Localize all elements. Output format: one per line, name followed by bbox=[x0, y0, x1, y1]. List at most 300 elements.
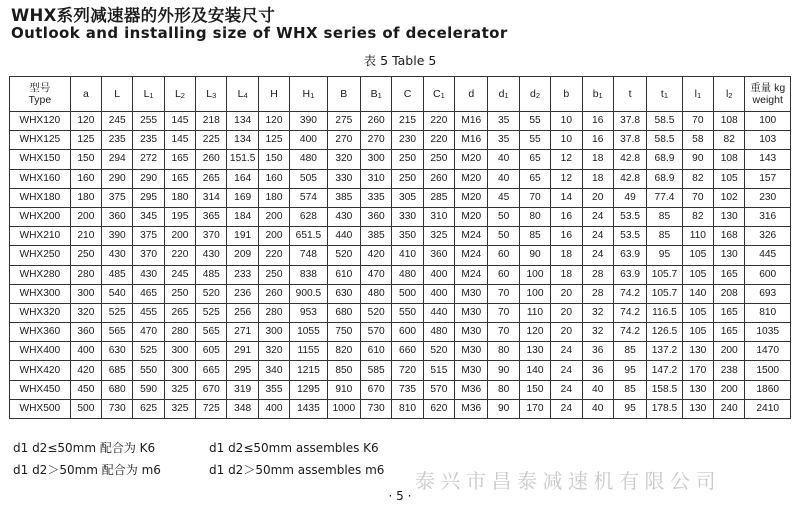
value-cell: 515 bbox=[423, 361, 454, 380]
value-cell: 220 bbox=[258, 246, 289, 265]
value-cell: 410 bbox=[392, 246, 423, 265]
value-cell: 165 bbox=[164, 150, 195, 169]
value-cell: 230 bbox=[392, 131, 423, 150]
value-cell: 215 bbox=[392, 112, 423, 131]
value-cell: 24 bbox=[582, 246, 613, 265]
value-cell: 18 bbox=[582, 169, 613, 188]
value-cell: 565 bbox=[102, 323, 133, 342]
value-cell: 130 bbox=[519, 342, 550, 361]
value-cell: 1000 bbox=[327, 399, 360, 418]
value-cell: 130 bbox=[714, 207, 745, 226]
value-cell: 70 bbox=[488, 323, 519, 342]
value-cell: 330 bbox=[392, 207, 423, 226]
column-header-label: l bbox=[725, 88, 729, 100]
value-cell: 150 bbox=[258, 150, 289, 169]
value-cell: 105 bbox=[714, 169, 745, 188]
value-cell: 520 bbox=[327, 246, 360, 265]
model-cell: WHX160 bbox=[10, 169, 71, 188]
value-cell: 168 bbox=[714, 227, 745, 246]
value-cell: 325 bbox=[164, 380, 195, 399]
value-cell: 255 bbox=[133, 112, 164, 131]
value-cell: 108 bbox=[714, 112, 745, 131]
fit-notes bbox=[13, 437, 433, 481]
note-english: d1 d2＞50mm assembles m6 bbox=[209, 463, 385, 477]
model-cell: WHX420 bbox=[10, 361, 71, 380]
model-cell: WHX250 bbox=[10, 246, 71, 265]
value-cell: 295 bbox=[227, 361, 258, 380]
value-cell: 90 bbox=[682, 150, 713, 169]
value-cell: 326 bbox=[745, 227, 791, 246]
value-cell: 150 bbox=[70, 150, 101, 169]
value-cell: 316 bbox=[745, 207, 791, 226]
value-cell: 810 bbox=[745, 303, 791, 322]
value-cell: 24 bbox=[551, 380, 582, 399]
value-cell: 36 bbox=[582, 342, 613, 361]
value-cell: 400 bbox=[290, 131, 327, 150]
value-cell: 169 bbox=[227, 188, 258, 207]
table-row bbox=[10, 188, 791, 207]
value-cell: 430 bbox=[133, 265, 164, 284]
value-cell: M30 bbox=[455, 361, 488, 380]
value-cell: 2410 bbox=[745, 399, 791, 418]
model-cell: WHX210 bbox=[10, 227, 71, 246]
model-cell: WHX280 bbox=[10, 265, 71, 284]
value-cell: 165 bbox=[714, 265, 745, 284]
value-cell: 320 bbox=[70, 303, 101, 322]
value-cell: 16 bbox=[551, 207, 582, 226]
value-cell: 105 bbox=[682, 323, 713, 342]
value-cell: 103 bbox=[745, 131, 791, 150]
column-header-label: B bbox=[370, 88, 378, 100]
value-cell: 485 bbox=[196, 265, 227, 284]
value-cell: 90 bbox=[488, 361, 519, 380]
value-cell: 320 bbox=[258, 342, 289, 361]
value-cell: M36 bbox=[455, 380, 488, 399]
model-cell: WHX150 bbox=[10, 150, 71, 169]
value-cell: 290 bbox=[102, 169, 133, 188]
value-cell: 158.5 bbox=[647, 380, 682, 399]
value-cell: 147.2 bbox=[647, 361, 682, 380]
value-cell: 125 bbox=[258, 131, 289, 150]
column-header-label: d bbox=[468, 88, 475, 100]
value-cell: 140 bbox=[519, 361, 550, 380]
value-cell: 910 bbox=[327, 380, 360, 399]
value-cell: 20 bbox=[551, 303, 582, 322]
company-name: 泰兴市昌泰减速机有限公司 bbox=[415, 469, 721, 493]
value-cell: 100 bbox=[745, 112, 791, 131]
value-cell: 485 bbox=[102, 265, 133, 284]
page-title-chinese: WHX系列减速器的外形及安装尺寸 bbox=[11, 6, 276, 25]
value-cell: 100 bbox=[519, 265, 550, 284]
value-cell: 200 bbox=[70, 207, 101, 226]
value-cell: 16 bbox=[582, 131, 613, 150]
value-cell: 235 bbox=[133, 131, 164, 150]
value-cell: 85 bbox=[647, 227, 682, 246]
table-row bbox=[10, 150, 791, 169]
value-cell: 520 bbox=[361, 303, 392, 322]
value-cell: 300 bbox=[361, 150, 392, 169]
column-header bbox=[133, 77, 164, 112]
value-cell: 10 bbox=[551, 112, 582, 131]
value-cell: 300 bbox=[258, 323, 289, 342]
value-cell: 20 bbox=[551, 323, 582, 342]
value-cell: 28 bbox=[582, 284, 613, 303]
value-cell: 160 bbox=[258, 169, 289, 188]
value-cell: 1295 bbox=[290, 380, 327, 399]
value-cell: 16 bbox=[551, 227, 582, 246]
value-cell: 220 bbox=[423, 131, 454, 150]
value-cell: 77.4 bbox=[647, 188, 682, 207]
value-cell: 838 bbox=[290, 265, 327, 284]
column-header-english: Type bbox=[28, 94, 52, 106]
value-cell: 165 bbox=[714, 303, 745, 322]
value-cell: 37.8 bbox=[613, 131, 646, 150]
value-cell: 116.5 bbox=[647, 303, 682, 322]
value-cell: 130 bbox=[682, 399, 713, 418]
value-cell: 260 bbox=[423, 169, 454, 188]
value-cell: 370 bbox=[196, 227, 227, 246]
value-cell: 400 bbox=[70, 342, 101, 361]
column-header-label: L bbox=[237, 88, 244, 100]
value-cell: 60 bbox=[488, 246, 519, 265]
value-cell: 320 bbox=[327, 150, 360, 169]
column-header bbox=[613, 77, 646, 112]
value-cell: 184 bbox=[227, 207, 258, 226]
value-cell: 570 bbox=[423, 380, 454, 399]
value-cell: 105.7 bbox=[647, 284, 682, 303]
value-cell: 134 bbox=[227, 131, 258, 150]
column-header-subscript: 1 bbox=[149, 91, 154, 100]
value-cell: 28 bbox=[582, 265, 613, 284]
value-cell: 180 bbox=[164, 188, 195, 207]
value-cell: 238 bbox=[714, 361, 745, 380]
value-cell: 630 bbox=[102, 342, 133, 361]
column-header bbox=[392, 77, 423, 112]
value-cell: 670 bbox=[361, 380, 392, 399]
value-cell: 470 bbox=[361, 265, 392, 284]
column-header bbox=[102, 77, 133, 112]
table-row bbox=[10, 169, 791, 188]
model-cell: WHX180 bbox=[10, 188, 71, 207]
value-cell: M24 bbox=[455, 246, 488, 265]
table-row bbox=[10, 131, 791, 150]
value-cell: 730 bbox=[361, 399, 392, 418]
value-cell: 450 bbox=[70, 380, 101, 399]
column-header bbox=[258, 77, 289, 112]
value-cell: 275 bbox=[327, 112, 360, 131]
column-header-label: 型号 bbox=[29, 82, 51, 94]
value-cell: 550 bbox=[392, 303, 423, 322]
value-cell: M30 bbox=[455, 323, 488, 342]
value-cell: 55 bbox=[519, 112, 550, 131]
value-cell: 240 bbox=[714, 399, 745, 418]
value-cell: 165 bbox=[714, 323, 745, 342]
value-cell: 600 bbox=[392, 323, 423, 342]
value-cell: 280 bbox=[164, 323, 195, 342]
value-cell: 420 bbox=[70, 361, 101, 380]
value-cell: 310 bbox=[423, 207, 454, 226]
column-header bbox=[327, 77, 360, 112]
column-header-subscript: 1 bbox=[310, 91, 315, 100]
value-cell: 225 bbox=[196, 131, 227, 150]
value-cell: 209 bbox=[227, 246, 258, 265]
value-cell: 600 bbox=[745, 265, 791, 284]
value-cell: 350 bbox=[392, 227, 423, 246]
value-cell: 110 bbox=[519, 303, 550, 322]
value-cell: 14 bbox=[551, 188, 582, 207]
column-header-subscript: 1 bbox=[598, 91, 603, 100]
column-header bbox=[455, 77, 488, 112]
value-cell: M24 bbox=[455, 227, 488, 246]
value-cell: M20 bbox=[455, 207, 488, 226]
value-cell: 208 bbox=[714, 284, 745, 303]
value-cell: 108 bbox=[714, 150, 745, 169]
value-cell: 200 bbox=[714, 342, 745, 361]
value-cell: 170 bbox=[519, 399, 550, 418]
value-cell: 102 bbox=[714, 188, 745, 207]
value-cell: 260 bbox=[196, 150, 227, 169]
column-header bbox=[290, 77, 327, 112]
value-cell: 360 bbox=[102, 207, 133, 226]
table-row bbox=[10, 342, 791, 361]
value-cell: 120 bbox=[70, 112, 101, 131]
column-header-subscript: 1 bbox=[663, 91, 669, 100]
value-cell: 95 bbox=[613, 361, 646, 380]
value-cell: 58.5 bbox=[647, 131, 682, 150]
value-cell: 80 bbox=[488, 342, 519, 361]
value-cell: 16 bbox=[582, 112, 613, 131]
model-cell: WHX125 bbox=[10, 131, 71, 150]
value-cell: 105.7 bbox=[647, 265, 682, 284]
column-header-label: B bbox=[340, 88, 348, 100]
value-cell: 70 bbox=[519, 188, 550, 207]
column-header bbox=[70, 77, 101, 112]
page-title-english: Outlook and installing size of WHX series of decelerator bbox=[11, 24, 508, 42]
value-cell: 670 bbox=[196, 380, 227, 399]
value-cell: 85 bbox=[647, 207, 682, 226]
value-cell: 291 bbox=[227, 342, 258, 361]
value-cell: 143 bbox=[745, 150, 791, 169]
value-cell: 314 bbox=[196, 188, 227, 207]
value-cell: 505 bbox=[290, 169, 327, 188]
value-cell: 130 bbox=[682, 380, 713, 399]
table-row bbox=[10, 227, 791, 246]
column-header-subscript: 1 bbox=[377, 91, 382, 100]
value-cell: 250 bbox=[70, 246, 101, 265]
value-cell: 660 bbox=[392, 342, 423, 361]
value-cell: 525 bbox=[102, 303, 133, 322]
value-cell: 20 bbox=[551, 284, 582, 303]
value-cell: 693 bbox=[745, 284, 791, 303]
value-cell: 953 bbox=[290, 303, 327, 322]
value-cell: 250 bbox=[423, 150, 454, 169]
value-cell: M20 bbox=[455, 188, 488, 207]
value-cell: 164 bbox=[227, 169, 258, 188]
value-cell: 420 bbox=[361, 246, 392, 265]
value-cell: 480 bbox=[423, 323, 454, 342]
note-row bbox=[13, 459, 433, 481]
value-cell: 82 bbox=[682, 169, 713, 188]
value-cell: 574 bbox=[290, 188, 327, 207]
value-cell: 330 bbox=[327, 169, 360, 188]
value-cell: 430 bbox=[102, 246, 133, 265]
value-cell: 1500 bbox=[745, 361, 791, 380]
value-cell: 480 bbox=[361, 284, 392, 303]
value-cell: 295 bbox=[133, 188, 164, 207]
value-cell: 525 bbox=[196, 303, 227, 322]
value-cell: 24 bbox=[551, 342, 582, 361]
column-header bbox=[519, 77, 550, 112]
value-cell: 210 bbox=[70, 227, 101, 246]
value-cell: 70 bbox=[488, 303, 519, 322]
value-cell: 1035 bbox=[745, 323, 791, 342]
table-row bbox=[10, 207, 791, 226]
value-cell: 570 bbox=[361, 323, 392, 342]
value-cell: 18 bbox=[582, 150, 613, 169]
value-cell: 85 bbox=[613, 380, 646, 399]
value-cell: 605 bbox=[196, 342, 227, 361]
value-cell: 45 bbox=[488, 188, 519, 207]
value-cell: 68.9 bbox=[647, 169, 682, 188]
value-cell: 400 bbox=[423, 284, 454, 303]
note-chinese: d1 d2＞50mm 配合为 m6 bbox=[13, 463, 161, 477]
value-cell: 220 bbox=[423, 112, 454, 131]
column-header-subscript: 3 bbox=[212, 91, 217, 100]
value-cell: 300 bbox=[164, 361, 195, 380]
value-cell: 440 bbox=[327, 227, 360, 246]
value-cell: 735 bbox=[392, 380, 423, 399]
value-cell: 271 bbox=[227, 323, 258, 342]
column-header-label: t bbox=[660, 88, 664, 100]
table-row bbox=[10, 323, 791, 342]
value-cell: 280 bbox=[70, 265, 101, 284]
value-cell: 440 bbox=[423, 303, 454, 322]
value-cell: 520 bbox=[423, 342, 454, 361]
value-cell: 20 bbox=[582, 188, 613, 207]
value-cell: 665 bbox=[196, 361, 227, 380]
value-cell: 250 bbox=[392, 150, 423, 169]
value-cell: 12 bbox=[551, 169, 582, 188]
note-row bbox=[13, 437, 433, 459]
value-cell: 200 bbox=[714, 380, 745, 399]
value-cell: 300 bbox=[164, 342, 195, 361]
value-cell: 85 bbox=[613, 342, 646, 361]
value-cell: 53.5 bbox=[613, 207, 646, 226]
value-cell: 150 bbox=[519, 380, 550, 399]
table-row bbox=[10, 284, 791, 303]
value-cell: 585 bbox=[361, 361, 392, 380]
value-cell: 24 bbox=[582, 207, 613, 226]
value-cell: 365 bbox=[196, 207, 227, 226]
value-cell: 630 bbox=[327, 284, 360, 303]
value-cell: 125 bbox=[70, 131, 101, 150]
value-cell: 820 bbox=[327, 342, 360, 361]
value-cell: 10 bbox=[551, 131, 582, 150]
column-header-subscript: 2 bbox=[535, 91, 540, 100]
value-cell: 218 bbox=[196, 112, 227, 131]
value-cell: 32 bbox=[582, 323, 613, 342]
column-header bbox=[164, 77, 195, 112]
value-cell: 285 bbox=[423, 188, 454, 207]
value-cell: 480 bbox=[290, 150, 327, 169]
value-cell: 180 bbox=[258, 188, 289, 207]
value-cell: 85 bbox=[519, 227, 550, 246]
value-cell: 730 bbox=[102, 399, 133, 418]
column-header bbox=[551, 77, 582, 112]
value-cell: 256 bbox=[227, 303, 258, 322]
page-number: · 5 · bbox=[388, 489, 412, 503]
value-cell: 80 bbox=[488, 380, 519, 399]
value-cell: 24 bbox=[551, 399, 582, 418]
value-cell: 120 bbox=[519, 323, 550, 342]
value-cell: 265 bbox=[164, 303, 195, 322]
column-header-english: weight bbox=[752, 94, 783, 106]
column-header-subscript: 1 bbox=[440, 91, 445, 100]
value-cell: 680 bbox=[327, 303, 360, 322]
value-cell: 360 bbox=[423, 246, 454, 265]
column-header-label: a bbox=[82, 88, 89, 100]
value-cell: 245 bbox=[102, 112, 133, 131]
column-header bbox=[196, 77, 227, 112]
table-row bbox=[10, 112, 791, 131]
value-cell: 355 bbox=[258, 380, 289, 399]
value-cell: 90 bbox=[519, 246, 550, 265]
column-header-subscript: 2 bbox=[728, 91, 733, 100]
value-cell: 126.5 bbox=[647, 323, 682, 342]
value-cell: 300 bbox=[70, 284, 101, 303]
column-header-label: l bbox=[694, 88, 697, 100]
value-cell: 50 bbox=[488, 227, 519, 246]
column-header bbox=[423, 77, 454, 112]
column-header-subscript: 1 bbox=[696, 91, 702, 100]
value-cell: 455 bbox=[133, 303, 164, 322]
value-cell: 82 bbox=[682, 207, 713, 226]
value-cell: 37.8 bbox=[613, 112, 646, 131]
value-cell: 305 bbox=[392, 188, 423, 207]
value-cell: 236 bbox=[227, 284, 258, 303]
value-cell: 610 bbox=[361, 342, 392, 361]
value-cell: M30 bbox=[455, 284, 488, 303]
value-cell: 42.8 bbox=[613, 169, 646, 188]
value-cell: 620 bbox=[423, 399, 454, 418]
value-cell: 170 bbox=[682, 361, 713, 380]
value-cell: 195 bbox=[164, 207, 195, 226]
value-cell: 900.5 bbox=[290, 284, 327, 303]
value-cell: 260 bbox=[258, 284, 289, 303]
value-cell: 470 bbox=[133, 323, 164, 342]
value-cell: 200 bbox=[164, 227, 195, 246]
value-cell: 1155 bbox=[290, 342, 327, 361]
value-cell: 230 bbox=[745, 188, 791, 207]
value-cell: M30 bbox=[455, 303, 488, 322]
value-cell: 95 bbox=[647, 246, 682, 265]
value-cell: 130 bbox=[682, 342, 713, 361]
value-cell: 430 bbox=[196, 246, 227, 265]
value-cell: M16 bbox=[455, 112, 488, 131]
value-cell: M30 bbox=[455, 342, 488, 361]
value-cell: 74.2 bbox=[613, 323, 646, 342]
value-cell: 375 bbox=[102, 188, 133, 207]
value-cell: 310 bbox=[361, 169, 392, 188]
value-cell: 525 bbox=[133, 342, 164, 361]
column-header bbox=[647, 77, 682, 112]
value-cell: 60 bbox=[488, 265, 519, 284]
value-cell: 24 bbox=[551, 361, 582, 380]
model-cell: WHX200 bbox=[10, 207, 71, 226]
value-cell: 137.2 bbox=[647, 342, 682, 361]
table-caption: 表 5 Table 5 bbox=[363, 53, 437, 68]
value-cell: 1215 bbox=[290, 361, 327, 380]
